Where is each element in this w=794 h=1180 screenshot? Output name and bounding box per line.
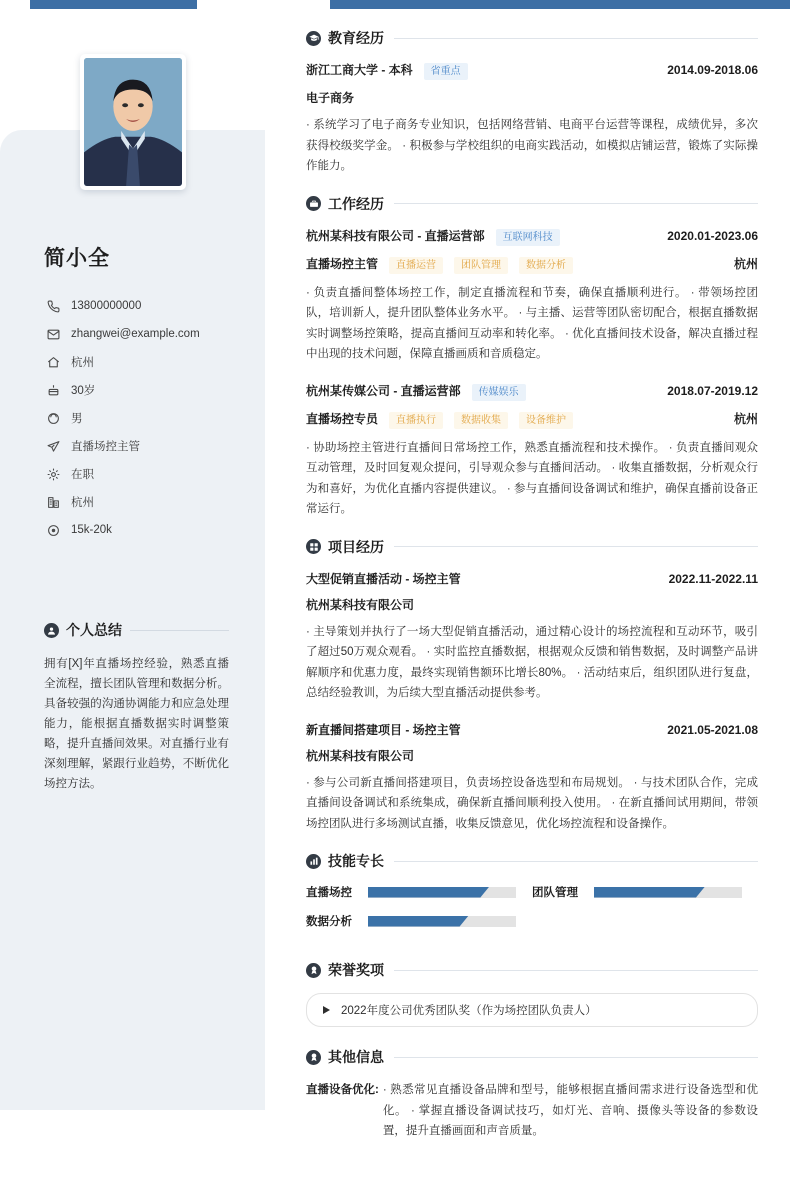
skill-label: 数据分析 <box>306 916 352 928</box>
contact-value: zhangwei@example.com <box>71 328 200 340</box>
skill-tag: 数据收集 <box>454 412 508 429</box>
contact-list <box>44 292 244 544</box>
other-info-section <box>306 1047 758 1142</box>
work-description: · 负责直播间整体场控工作，制定直播流程和节奏，确保直播顺利进行。 · 带领场控团队，培训新人，提升团队整体业务水平。 · 与主播、运营等团队密切配合，根据直播数据实时调整场控策略，提高直播间互动率和转化率。 · 优化直播间技术设备，解决直播过程中出现的技术问题，保障直播画质和音质稳定。 <box>306 286 758 360</box>
contact-value: 13800000000 <box>71 300 142 312</box>
portrait-photo-icon <box>84 58 182 186</box>
education-tag: 省重点 <box>424 63 468 80</box>
job-role: 直播场控主管 <box>306 256 379 271</box>
work-date: 2018.07-2019.12 <box>667 383 758 398</box>
status-gear-icon <box>44 466 62 482</box>
project-date: 2022.11-2022.11 <box>668 571 758 586</box>
avatar <box>80 54 186 190</box>
project-date: 2021.05-2021.08 <box>667 722 758 737</box>
section-title: 项目经历 <box>328 538 384 555</box>
school-name: 浙江工商大学 - 本科 <box>306 63 413 77</box>
summary-title: 个人总结 <box>66 622 122 638</box>
home-icon <box>44 354 62 370</box>
award-icon <box>306 963 321 978</box>
salary-target-icon <box>44 522 62 538</box>
project-entry <box>306 570 758 704</box>
skill-bar-track <box>594 887 742 898</box>
entry-left <box>306 721 461 738</box>
section-divider <box>394 546 758 547</box>
contact-value: 30岁 <box>71 385 96 397</box>
entry-left <box>306 227 560 246</box>
work-location: 杭州 <box>733 411 758 426</box>
honor-text: 2022年度公司优秀团队奖（作为场控团队负责人） <box>341 1005 597 1017</box>
education-description: · 系统学习了电子商务专业知识，包括网络营销、电商平台运营等课程，成绩优异，多次获得校级奖学金。 · 积极参与学校组织的电商实践活动，如模拟店铺运营，锻炼了实际操作能力。 <box>306 119 758 172</box>
birthday-cake-icon <box>44 382 62 398</box>
job-role: 直播场控专员 <box>306 411 379 426</box>
contact-value: 15k-20k <box>71 524 112 536</box>
industry-tag: 传媒娱乐 <box>472 384 526 401</box>
graduation-cap-icon <box>306 31 321 46</box>
skill-item <box>306 913 532 929</box>
contact-value: 杭州 <box>71 357 94 369</box>
education-section <box>306 28 758 177</box>
company-name: 杭州某传媒公司 - 直播运营部 <box>306 383 461 398</box>
section-divider <box>394 1057 758 1058</box>
skill-item <box>306 884 532 900</box>
skill-bar-track <box>368 887 516 898</box>
bar-chart-icon <box>306 854 321 869</box>
work-entry <box>306 227 758 365</box>
section-divider <box>394 203 758 204</box>
skill-tag: 直播执行 <box>389 412 443 429</box>
other-info-header <box>306 1047 758 1067</box>
contact-hometown <box>44 348 244 376</box>
skill-item <box>532 884 758 900</box>
education-entry <box>306 61 758 177</box>
skill-bar-fill <box>368 887 489 898</box>
entry-headline <box>306 382 758 401</box>
mail-icon <box>44 326 62 342</box>
other-info-item <box>306 1080 758 1142</box>
contact-job-status <box>44 460 244 488</box>
main-accent-bar <box>330 0 790 9</box>
paper-plane-icon <box>44 438 62 454</box>
gender-icon <box>44 410 62 426</box>
entry-left <box>306 570 461 587</box>
skill-label: 团队管理 <box>532 887 578 899</box>
project-entry <box>306 721 758 835</box>
contact-value: 杭州 <box>71 497 94 509</box>
skill-tag: 设备维护 <box>519 412 573 429</box>
summary-text: 拥有[X]年直播场控经验，熟悉直播全流程，擅长团队管理和数据分析。具备较强的沟通协调能力和应急处理能力，能根据直播数据实时调整策略，提升直播间效果。对直播行业有深刻理解，紧跟行业趋势，不断优化场控方法。 <box>44 658 229 790</box>
skill-bar-track <box>368 916 516 927</box>
honors-header <box>306 960 758 980</box>
briefcase-icon <box>306 196 321 211</box>
project-company: 杭州某科技有限公司 <box>306 748 415 763</box>
info-icon <box>306 1050 321 1065</box>
entry-headline <box>306 570 758 587</box>
section-divider <box>394 861 758 862</box>
contact-value: 在职 <box>71 469 94 481</box>
project-description: · 主导策划并执行了一场大型促销直播活动，通过精心设计的场控流程和互动环节，吸引了超过50万观众观看。 · 实时监控直播数据，根据观众反馈和销售数据，及时调整产品讲解顺序和优惠力度，最终实现销售额环比增长80%。 · 活动结束后，组织团队进行复盘，总结经验教训，为后续大型直播活动提供参考。 <box>306 625 758 699</box>
projects-header <box>306 537 758 557</box>
entry-headline <box>306 721 758 738</box>
contact-salary <box>44 516 244 544</box>
contact-position <box>44 432 244 460</box>
major-name: 电子商务 <box>306 91 355 105</box>
triangle-bullet-icon <box>323 1006 330 1014</box>
entry-headline <box>306 227 758 246</box>
education-date: 2014.09-2018.06 <box>667 63 758 77</box>
project-name: 新直播间搭建项目 - 场控主管 <box>306 722 461 737</box>
skills-grid <box>306 884 758 942</box>
project-grid-icon <box>306 539 321 554</box>
company-name: 杭州某科技有限公司 - 直播运营部 <box>306 228 485 243</box>
projects-section <box>306 537 758 835</box>
skill-tag: 团队管理 <box>454 257 508 274</box>
education-header <box>306 28 758 48</box>
contact-value: 直播场控主管 <box>71 441 140 453</box>
main-column <box>306 28 758 1146</box>
entry-roleline <box>306 255 758 274</box>
work-location: 杭州 <box>733 256 758 271</box>
contact-phone <box>44 292 244 320</box>
city-building-icon <box>44 494 62 510</box>
phone-icon <box>44 298 62 314</box>
user-circle-icon <box>44 623 59 638</box>
work-date: 2020.01-2023.06 <box>667 228 758 243</box>
person-name: 简小全 <box>44 247 110 270</box>
section-divider <box>394 970 758 971</box>
project-company: 杭州某科技有限公司 <box>306 597 415 612</box>
work-entry <box>306 382 758 520</box>
contact-work-city <box>44 488 244 516</box>
industry-tag: 互联网科技 <box>496 229 560 246</box>
contact-gender <box>44 404 244 432</box>
skill-label: 直播场控 <box>306 887 352 899</box>
entry-left <box>306 410 573 429</box>
honors-section <box>306 960 758 1027</box>
summary-divider <box>130 630 229 631</box>
skills-section <box>306 851 758 942</box>
entry-headline <box>306 61 758 80</box>
other-info-label: 直播设备优化: <box>306 1084 379 1096</box>
project-description: · 参与公司新直播间搭建项目，负责场控设备选型和布局规划。 · 与技术团队合作，完成直播间设备调试和系统集成，确保新直播间顺利投入使用。 · 在新直播间试用期间，带领场控团队进行多场测试直播，收集反馈意见，优化场控流程和设备操作。 <box>306 776 758 830</box>
entry-roleline <box>306 410 758 429</box>
section-title: 荣誉奖项 <box>328 962 384 978</box>
section-divider <box>394 38 758 39</box>
section-title: 其他信息 <box>328 1049 384 1065</box>
contact-value: 男 <box>71 413 83 425</box>
honor-item <box>306 993 758 1027</box>
work-section <box>306 194 758 520</box>
entry-left <box>306 61 468 80</box>
skill-tag: 数据分析 <box>519 257 573 274</box>
section-title: 工作经历 <box>328 195 384 212</box>
work-header <box>306 194 758 214</box>
summary-header <box>44 620 229 640</box>
entry-left <box>306 255 573 274</box>
section-title: 教育经历 <box>328 30 384 46</box>
project-name: 大型促销直播活动 - 场控主管 <box>306 571 461 586</box>
contact-email <box>44 320 244 348</box>
section-title: 技能专长 <box>328 853 384 869</box>
other-info-text: · 熟悉常见直播设备品牌和型号，能够根据直播间需求进行设备选型和优化。 · 掌握直播设备调试技巧，如灯光、音响、摄像头等设备的参数设置，提升直播画面和声音质量。 <box>382 1084 758 1137</box>
work-description: · 协助场控主管进行直播间日常场控工作，熟悉直播流程和技术操作。 · 负责直播间观众互动管理，及时回复观众提问，引导观众参与直播间活动。 · 收集直播数据，分析观众行为和喜好，为优化直播内容提供建议。 · 参与直播间设备调试和维护，确保直播前设备正常运行。 <box>306 441 758 515</box>
entry-left <box>306 382 526 401</box>
personal-summary-section <box>44 620 229 794</box>
skills-header <box>306 851 758 871</box>
skill-bar-fill <box>594 887 705 898</box>
contact-age <box>44 376 244 404</box>
sidebar-accent-bar <box>30 0 197 9</box>
skill-tag: 直播运营 <box>389 257 443 274</box>
skill-bar-fill <box>368 916 469 927</box>
